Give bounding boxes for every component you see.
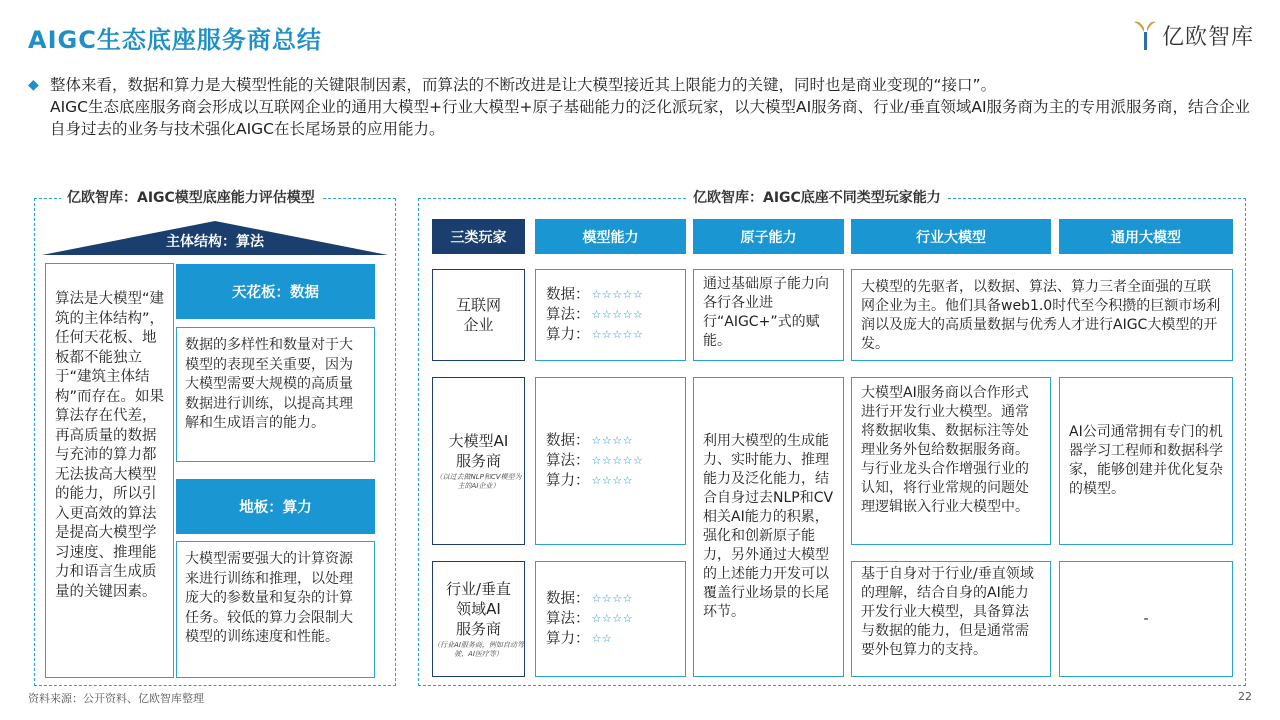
star-rating-icon: ☆☆☆☆☆ [591,288,644,301]
atomic-capability-internet: 通过基础原子能力向各行各业进行“AIGC+”式的赋能。 [693,269,844,361]
industry-general-internet: 大模型的先驱者，以数据、算法、算力三者全面强的互联网企业为主。他们具备web1.0时代至今积攒的巨额市场利润以及庞大的高质量数据与优秀人才进行AIGC大模型的开发。 [851,269,1233,361]
capability-model-panel [34,190,396,686]
model-capability-vertical-ai [535,561,686,677]
star-rating-icon: ☆☆☆☆ [591,434,633,447]
model-label: 算力： [546,473,590,489]
industry-model-large-model-ai: 大模型AI服务商以合作形式进行开发行业大模型。通常将数据收集、数据标注等处理业务外包给数据服务商。与行业龙头合作增强行业的认知，将行业常规的问题处理逻辑嵌入行业大模型中。 [851,377,1051,545]
floor-header: 地板：算力 [176,479,375,534]
model-row [546,451,685,471]
player-large-model-ai [432,377,525,545]
ceiling-description: 数据的多样性和数量对于大模型的表现至关重要，因为大模型需要大规模的高质量数据进行训练，以提高其理解和生成语言的能力。 [176,327,375,462]
model-row [546,305,685,325]
source-note: 资料来源：公开资料、亿欧智库整理 [28,692,204,705]
roof-label: 主体结构：算法 [166,234,264,250]
model-row [546,589,685,609]
algorithm-description: 算法是大模型“建筑的主体结构”，任何天花板、地板都不能独立于“建筑主体结构”而存在。如果算法存在代差，再高质量的数据与充沛的算力都无法拔高大模型的能力，所以引入更高效的算法是提高大模型学习速度、推理能力和语言生成质量的关键因素。 [45,263,174,678]
model-label: 算法： [546,611,590,627]
model-label: 算法： [546,307,590,323]
star-rating-icon: ☆☆☆☆ [591,474,633,487]
atomic-capability-shared [693,377,844,677]
column-header-model: 模型能力 [535,219,686,254]
general-model-vertical-ai [1059,561,1233,677]
column-header-atomic: 原子能力 [693,219,844,254]
page-number: 22 [1238,690,1252,703]
floor-description: 大模型需要强大的计算资源来进行训练和推理，以处理庞大的参数量和复杂的计算任务。较低的算力会限制大模型的训练速度和性能。 [176,541,375,678]
intro-line-1: 整体来看，数据和算力是大模型性能的关键限制因素，而算法的不断改进是让大模型接近其上限能力的关键，同时也是商业变现的“接口”。 [50,76,997,94]
left-panel-title: 亿欧智库：AIGC模型底座能力评估模型 [61,187,321,207]
diamond-bullet-icon: ◆ [28,77,39,93]
model-capability-internet [535,269,686,361]
ceiling-header: 天花板：数据 [176,264,375,319]
model-row [546,609,685,629]
star-rating-icon: ☆☆☆☆☆ [591,454,644,467]
player-note: （行业AI服务商，例如自动驾驶、AI医疗等） [433,641,524,658]
column-header-industry: 行业大模型 [851,219,1051,254]
star-rating-icon: ☆☆☆☆☆ [591,308,644,321]
intro-paragraph [28,74,1258,140]
page-title: AIGC生态底座服务商总结 [28,26,322,54]
column-header-players: 三类玩家 [432,219,525,254]
general-text: AI公司通常拥有专门的机器学习工程师和数据科学家，能够创建并优化复杂的模型。 [1069,424,1223,497]
star-rating-icon: ☆☆☆☆ [591,612,633,625]
player-vertical-ai [432,561,525,677]
model-capability-large-model-ai [535,377,686,545]
model-label: 算力： [546,631,590,647]
model-row [546,629,685,649]
player-name: 互联网 企业 [455,296,501,334]
model-row [546,325,685,345]
model-row [546,431,685,451]
star-rating-icon: ☆☆☆☆☆ [591,328,644,341]
intro-line-2: AIGC生态底座服务商会形成以互联网企业的通用大模型+行业大模型+原子基础能力的泛化派玩家，以大模型AI服务商、行业/垂直领域AI服务商为主的专用派服务商，结合企业自身过去的业务与技术强化AIGC在长尾场景的应用能力。 [50,98,1251,138]
star-rating-icon: ☆☆☆☆ [591,592,633,605]
player-capability-panel [418,190,1246,686]
player-internet [432,269,525,361]
player-name: 大模型AI 服务商 [448,432,509,470]
model-label: 数据： [546,287,590,303]
brand-logo [1132,18,1254,52]
atomic-shared-text: 利用大模型的生成能力、实时能力、推理能力及泛化能力，结合自身过去NLP和CV相关AI能力的积累，强化和创新原子能力，另外通过大模型的上述能力开发可以覆盖行业场景的长尾环节。 [703,433,834,620]
star-rating-icon: ☆☆ [591,632,613,645]
model-row [546,471,685,491]
industry-model-vertical-ai: 基于自身对于行业/垂直领域的理解，结合自身的AI能力开发行业大模型，具备算法与数据的能力，但是通常需要外包算力的支持。 [851,561,1051,677]
right-panel-title: 亿欧智库：AIGC底座不同类型玩家能力 [687,187,947,207]
column-header-general: 通用大模型 [1059,219,1233,254]
yiou-logo-icon [1132,18,1158,52]
general-text: - [1143,610,1149,627]
model-label: 算法： [546,453,590,469]
model-label: 数据： [546,433,590,449]
player-name: 行业/垂直 领域AI 服务商 [445,580,512,638]
model-label: 数据： [546,591,590,607]
player-note: （以过去做NLP和CV模型为主的AI企业） [435,473,522,490]
general-model-large-model-ai [1059,377,1233,545]
model-row [546,285,685,305]
model-label: 算力： [546,327,590,343]
logo-text: 亿欧智库 [1161,24,1254,50]
